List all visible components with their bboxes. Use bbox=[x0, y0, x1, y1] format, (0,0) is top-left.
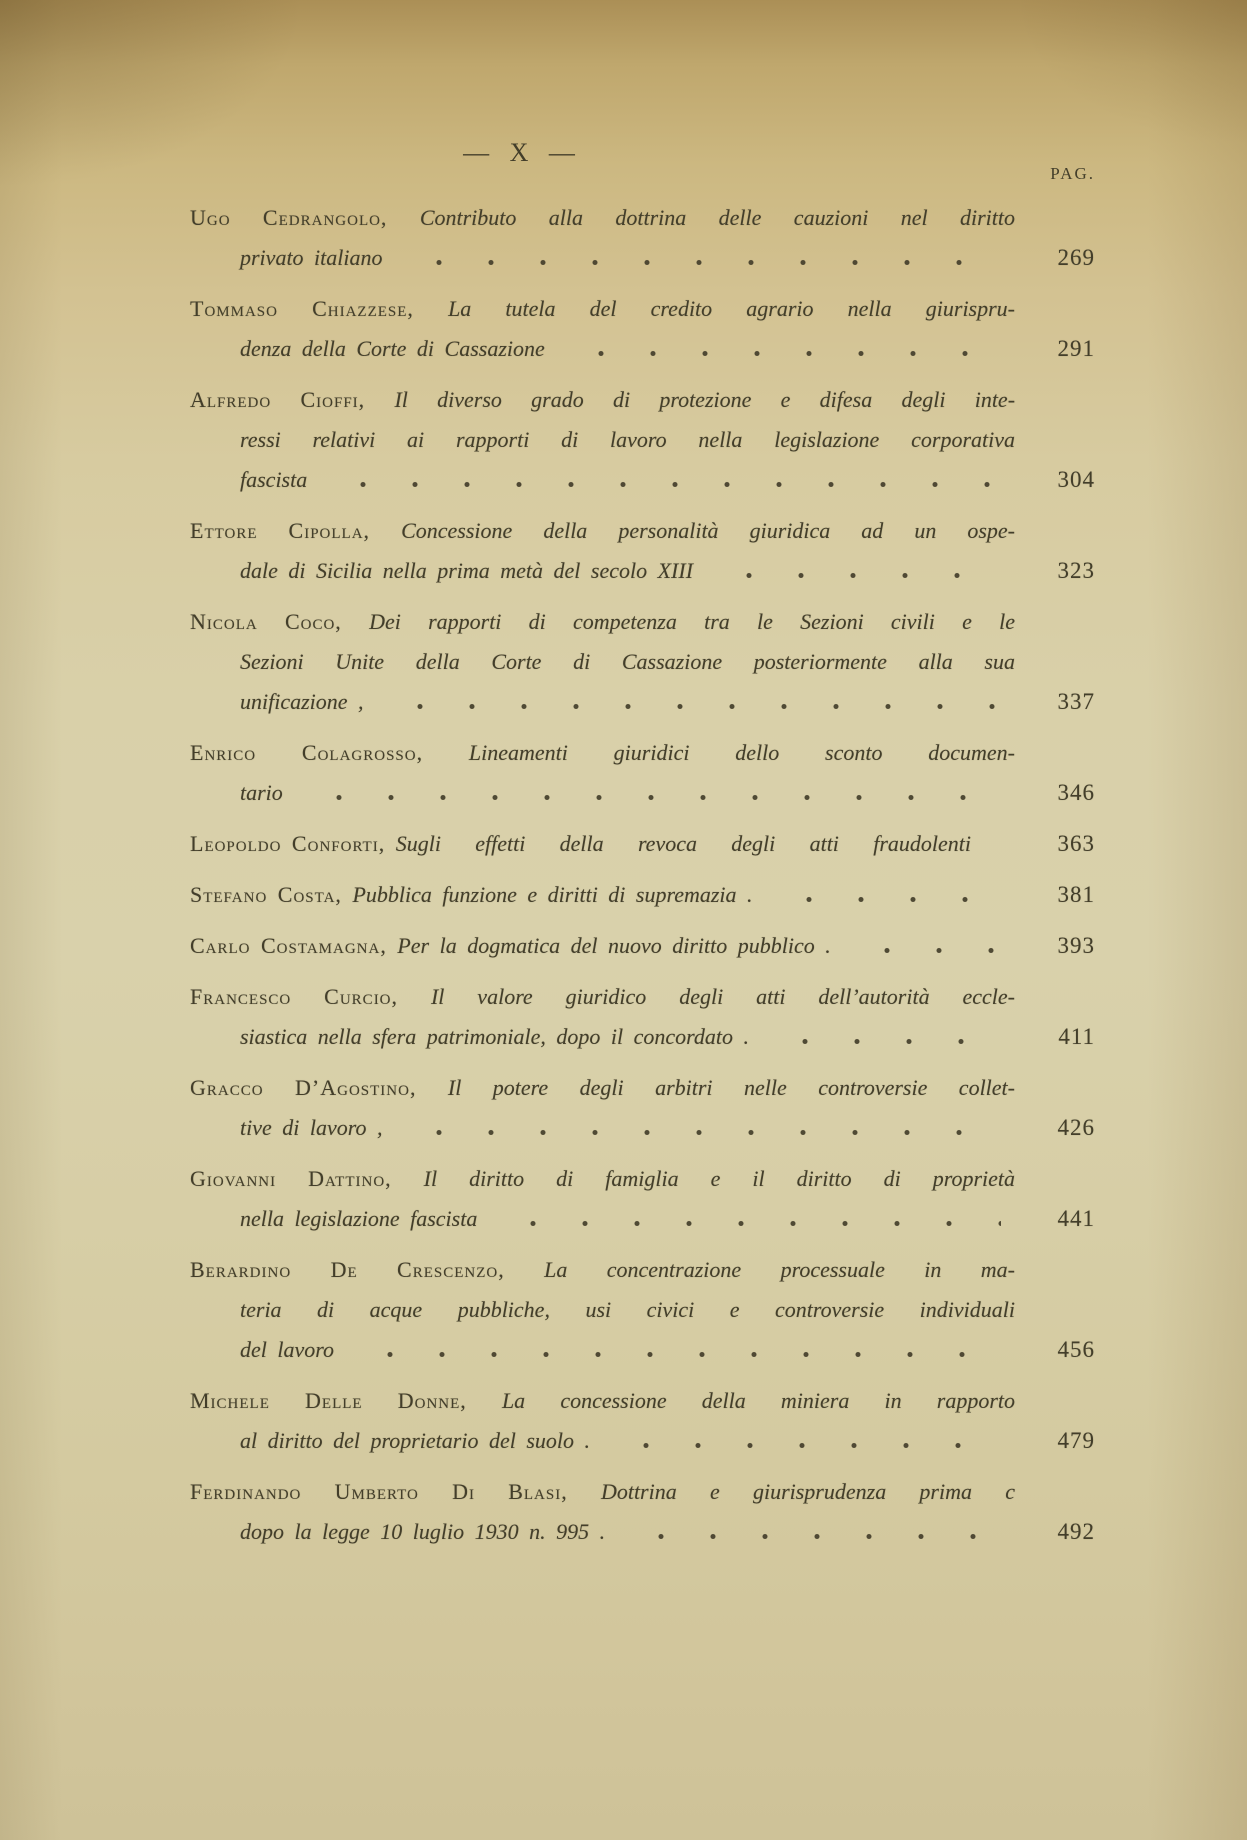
entry-final-line bbox=[190, 1017, 1095, 1057]
author-name: Ettore Cipolla, bbox=[190, 518, 371, 543]
title-text: nella legislazione fascista bbox=[240, 1206, 478, 1231]
title-text: Concessione della personalità giuridica ad un ospe- bbox=[401, 518, 1016, 543]
dot-leader bbox=[709, 571, 1001, 578]
dot-leader bbox=[621, 1532, 1001, 1539]
entry-final-line bbox=[190, 824, 1095, 864]
title-text: ressi relativi ai rapporti di lavoro nella legislazione corporativa bbox=[240, 427, 1015, 452]
title-text: del lavoro bbox=[240, 1337, 334, 1362]
author-name: Alfredo Cioffi, bbox=[190, 387, 366, 412]
entry-final-line bbox=[190, 1108, 1095, 1148]
author-name: Gracco D’Agostino, bbox=[190, 1075, 417, 1100]
toc-entry bbox=[190, 380, 1095, 500]
author-name: Berardino De Crescenzo, bbox=[190, 1257, 505, 1282]
page-number: 291 bbox=[1057, 336, 1095, 361]
title-text: tive di lavoro , bbox=[240, 1115, 383, 1140]
title-text: privato italiano bbox=[240, 245, 383, 270]
title-text: Contributo alla dottrina delle cauzioni nel diritto bbox=[419, 205, 1016, 230]
author-name: Ferdinando Umberto Di Blasi, bbox=[190, 1479, 568, 1504]
toc-entry bbox=[190, 1159, 1095, 1239]
pag-column-header: PAG. bbox=[1050, 164, 1095, 183]
entry-final-line bbox=[190, 875, 1095, 915]
toc-entry bbox=[190, 824, 1095, 864]
entry-final-line bbox=[190, 551, 1095, 591]
dot-leader bbox=[769, 895, 1001, 902]
toc-entry bbox=[190, 198, 1095, 278]
entry-continuation-line bbox=[190, 420, 1095, 460]
page-number: 381 bbox=[1057, 882, 1095, 907]
toc-list bbox=[190, 198, 1095, 1563]
page-number: 456 bbox=[1057, 1337, 1095, 1362]
toc-entry bbox=[190, 875, 1095, 915]
entry-final-line bbox=[190, 1199, 1095, 1239]
toc-entry bbox=[190, 602, 1095, 722]
entry-first-line bbox=[190, 1472, 1095, 1512]
author-name: Ugo Cedrangolo, bbox=[190, 205, 388, 230]
author-name: Michele Delle Donne, bbox=[190, 1388, 467, 1413]
toc-entry bbox=[190, 1472, 1095, 1552]
author-name: Enrico Colagrosso, bbox=[190, 740, 424, 765]
dot-leader bbox=[847, 946, 1001, 953]
dot-leader bbox=[493, 1219, 1001, 1226]
dot-leader bbox=[561, 349, 1001, 356]
title-text: Pubblica funzione e diritti di supremazia . bbox=[352, 882, 753, 907]
author-name: Giovanni Dattino, bbox=[190, 1166, 392, 1191]
title-text: denza della Corte di Cassazione bbox=[240, 336, 545, 361]
entry-final-line bbox=[190, 460, 1095, 500]
toc-entry bbox=[190, 926, 1095, 966]
title-text: Sezioni Unite della Corte di Cassazione posteriormente alla sua bbox=[240, 649, 1015, 674]
title-text: La concentrazione processuale in ma- bbox=[544, 1257, 1015, 1282]
title-text: Il diritto di famiglia e il diritto di proprietà bbox=[423, 1166, 1016, 1191]
title-text: Dottrina e giurisprudenza prima c bbox=[600, 1479, 1015, 1504]
title-text: al diritto del proprietario del suolo . bbox=[240, 1428, 591, 1453]
toc-entry bbox=[190, 289, 1095, 369]
entry-final-line bbox=[190, 926, 1095, 966]
dot-leader bbox=[399, 258, 1002, 265]
title-text: Lineamenti giuridici dello sconto documen- bbox=[468, 740, 1016, 765]
page-number-header: — X — bbox=[463, 138, 577, 167]
toc-entry bbox=[190, 1068, 1095, 1148]
toc-entry bbox=[190, 977, 1095, 1057]
dot-leader bbox=[299, 793, 1001, 800]
page-number: 304 bbox=[1057, 467, 1095, 492]
title-text: Sugli effetti della revoca degli atti fraudolenti bbox=[395, 831, 971, 856]
entry-first-line bbox=[190, 289, 1095, 329]
entry-first-line bbox=[190, 198, 1095, 238]
entry-first-line bbox=[190, 602, 1095, 642]
author-name: Tommaso Chiazzese, bbox=[190, 296, 414, 321]
entry-final-line bbox=[190, 329, 1095, 369]
entry-first-line bbox=[190, 1068, 1095, 1108]
page-number: 492 bbox=[1057, 1519, 1095, 1544]
page-number: 346 bbox=[1057, 780, 1095, 805]
page-number: 441 bbox=[1057, 1206, 1095, 1231]
author-name: Francesco Curcio, bbox=[190, 984, 399, 1009]
title-text: La tutela del credito agrario nella giurispru- bbox=[448, 296, 1016, 321]
toc-entry bbox=[190, 1250, 1095, 1370]
title-text: Il potere degli arbitri nelle controversie collet- bbox=[447, 1075, 1015, 1100]
toc-entry bbox=[190, 511, 1095, 591]
page-number: 426 bbox=[1057, 1115, 1095, 1140]
title-text: siastica nella sfera patrimoniale, dopo il concordato . bbox=[240, 1024, 749, 1049]
entry-continuation-line bbox=[190, 1290, 1095, 1330]
entry-final-line bbox=[190, 773, 1095, 813]
title-text: Per la dogmatica del nuovo diritto pubblico . bbox=[397, 933, 831, 958]
entry-first-line bbox=[190, 977, 1095, 1017]
entry-first-line bbox=[190, 1381, 1095, 1421]
entry-first-line bbox=[190, 1250, 1095, 1290]
entry-continuation-line bbox=[190, 642, 1095, 682]
entry-final-line bbox=[190, 1421, 1095, 1461]
title-text: teria di acque pubbliche, usi civici e controversie individuali bbox=[240, 1297, 1015, 1322]
entry-final-line bbox=[190, 1330, 1095, 1370]
page-number: 411 bbox=[1058, 1024, 1095, 1049]
entry-final-line bbox=[190, 1512, 1095, 1552]
page-number: 479 bbox=[1057, 1428, 1095, 1453]
dot-leader bbox=[606, 1441, 1001, 1448]
title-text: Il diverso grado di protezione e difesa degli inte- bbox=[394, 387, 1016, 412]
dot-leader bbox=[323, 480, 1001, 487]
title-text: dale di Sicilia nella prima metà del secolo XIII bbox=[240, 558, 694, 583]
toc-entry bbox=[190, 733, 1095, 813]
author-name: Stefano Costa, bbox=[190, 882, 342, 907]
title-text: tario bbox=[240, 780, 283, 805]
page-number: 269 bbox=[1057, 245, 1095, 270]
title-text: Dei rapporti di competenza tra le Sezioni civili e le bbox=[369, 609, 1016, 634]
dot-leader bbox=[399, 1128, 1002, 1135]
title-text: unificazione , bbox=[240, 689, 364, 714]
page-number: 393 bbox=[1057, 933, 1095, 958]
page-number: 363 bbox=[1057, 831, 1095, 856]
title-text: fascista bbox=[240, 467, 308, 492]
author-name: Carlo Costamagna, bbox=[190, 933, 387, 958]
entry-first-line bbox=[190, 380, 1095, 420]
toc-entry bbox=[190, 1381, 1095, 1461]
author-name: Leopoldo Conforti, bbox=[190, 831, 386, 856]
entry-first-line bbox=[190, 511, 1095, 551]
title-text: Il valore giuridico degli atti dell’autorità eccle- bbox=[430, 984, 1015, 1009]
dot-leader bbox=[380, 702, 1001, 709]
title-text: dopo la legge 10 luglio 1930 n. 995 . bbox=[240, 1519, 606, 1544]
entry-final-line bbox=[190, 238, 1095, 278]
entry-final-line bbox=[190, 682, 1095, 722]
page-number: 323 bbox=[1057, 558, 1095, 583]
author-name: Nicola Coco, bbox=[190, 609, 342, 634]
page-number: 337 bbox=[1057, 689, 1095, 714]
entry-first-line bbox=[190, 733, 1095, 773]
dot-leader bbox=[765, 1037, 1001, 1044]
dot-leader bbox=[350, 1350, 1001, 1357]
entry-first-line bbox=[190, 1159, 1095, 1199]
title-text: La concessione della miniera in rapporto bbox=[501, 1388, 1016, 1413]
